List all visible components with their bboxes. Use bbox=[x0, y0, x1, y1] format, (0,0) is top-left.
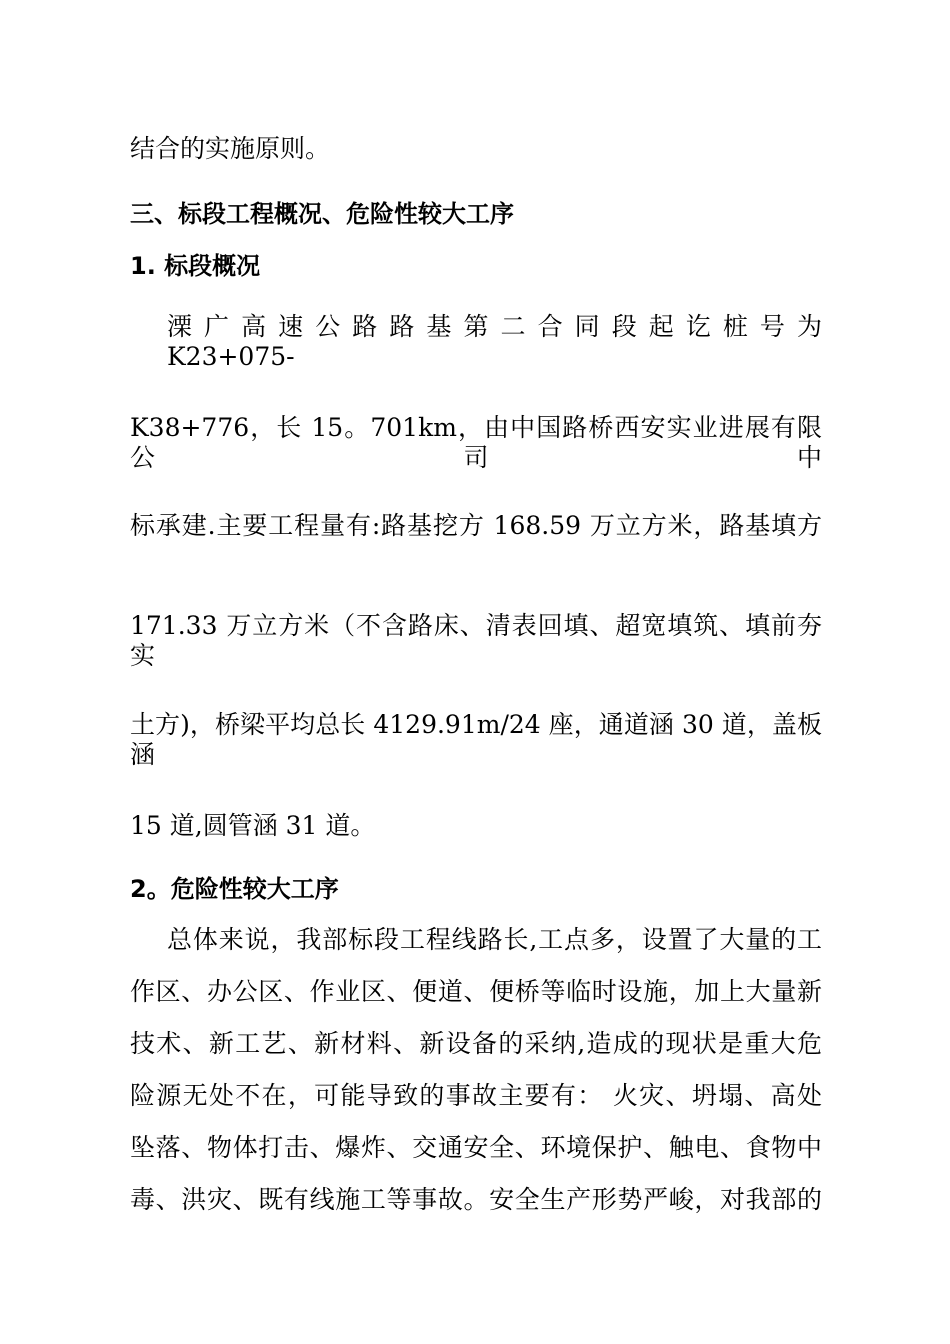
paragraph-line: 标承建.主要工程量有:路基挖方 168.59 万立方米，路基填方 bbox=[130, 511, 822, 540]
subsection-heading: 2。危险性较大工序 bbox=[130, 875, 339, 903]
paragraph-line: 作区、办公区、作业区、便道、便桥等临时设施，加上大量新 bbox=[130, 977, 822, 1006]
paragraph-line: 溧 广 高 速 公 路 路 基 第 二 合 同 段 起 讫 桩 号 为 K23+075- bbox=[167, 312, 822, 371]
paragraph-line: 坠落、物体打击、爆炸、交通安全、环境保护、触电、食物中 bbox=[130, 1133, 822, 1162]
subsection-heading: 1. 标段概况 bbox=[130, 252, 261, 280]
paragraph-line: 技术、新工艺、新材料、新设备的采纳,造成的现状是重大危 bbox=[130, 1029, 822, 1058]
paragraph-line: 总体来说，我部标段工程线路长,工点多，设置了大量的工 bbox=[167, 925, 822, 954]
paragraph-line: 毒、洪灾、既有线施工等事故。安全生产形势严峻，对我部的 bbox=[130, 1185, 822, 1214]
paragraph-line: 土方)，桥梁平均总长 4129.91m/24 座，通道涵 30 道，盖板涵 bbox=[130, 710, 822, 769]
paragraph-line: 171.33 万立方米（不含路床、清表回填、超宽填筑、填前夯实 bbox=[130, 611, 822, 670]
paragraph-line: 15 道,圆管涵 31 道。 bbox=[130, 811, 376, 840]
paragraph-line: 险源无处不在，可能导致的事故主要有： 火灾、坍塌、高处 bbox=[130, 1081, 822, 1110]
paragraph-line: K38+776，长 15。701km，由中国路桥西安实业进展有限公司中 bbox=[130, 413, 822, 472]
paragraph-line: 结合的实施原则。 bbox=[130, 134, 331, 163]
section-heading: 三、标段工程概况、危险性较大工序 bbox=[130, 200, 514, 228]
